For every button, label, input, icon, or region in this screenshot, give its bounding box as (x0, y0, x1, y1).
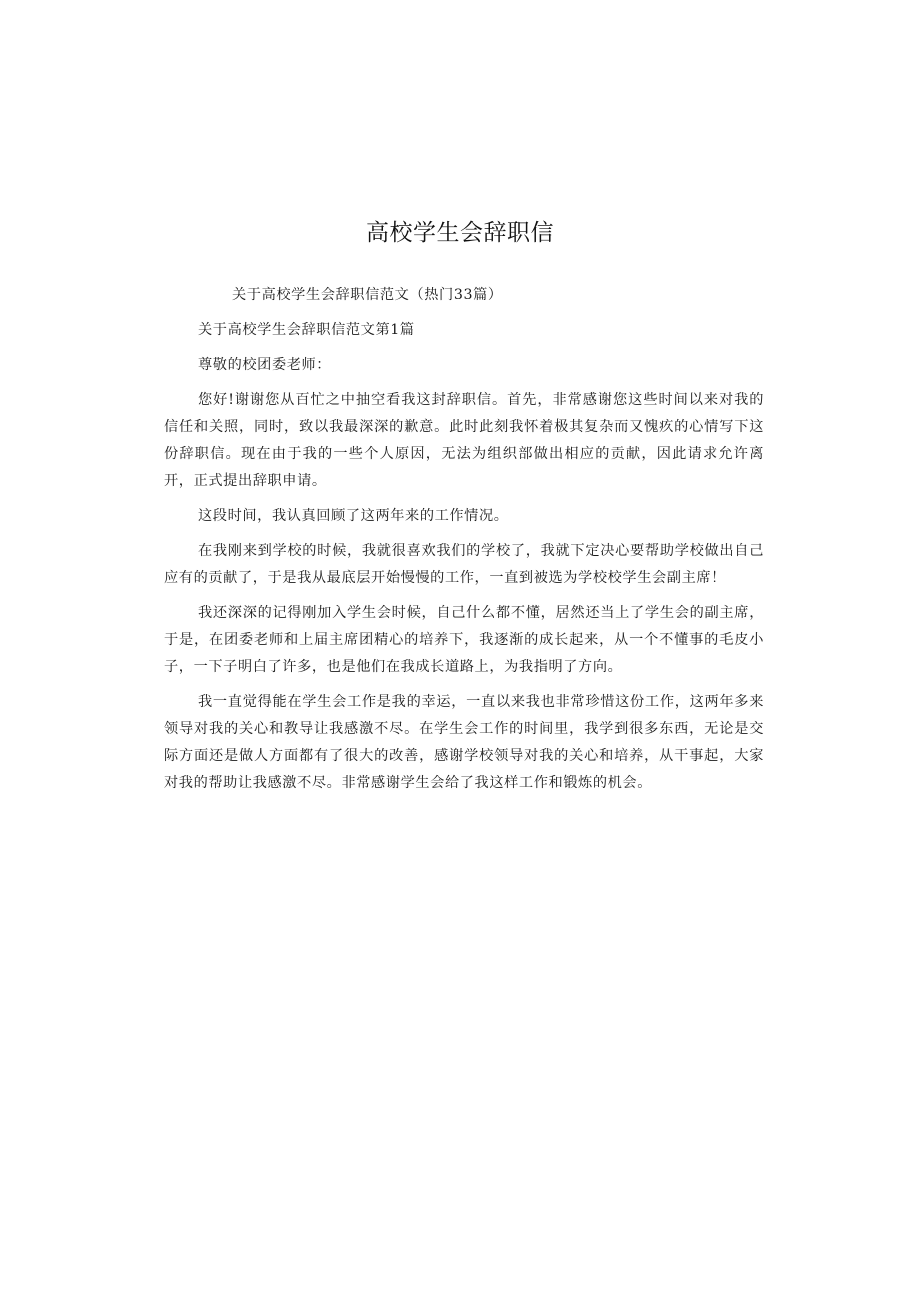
document-body (164, 282, 764, 805)
document-title: 高校学生会辞职信 (366, 220, 554, 246)
body-paragraph: 这段时间，我认真回顾了这两年来的工作情况。 (198, 508, 509, 524)
document-subtitle: 关于高校学生会辞职信范文（热门33篇） (232, 287, 503, 303)
body-paragraph: 我一直觉得能在学生会工作是我的幸运，一直以来我也非常珍惜这份工作，这两年多来领导对我的关心和教导让我感激不尽。在学生会工作的时间里，我学到很多东西，无论是交际方面还是做人方面都有了很大的改善，感谢学校领导对我的关心和培养，从干事起，大家对我的帮助让我感激不尽。非常感谢学生会给了我这样工作和锻炼的机会。 (164, 694, 764, 791)
body-paragraph: 您好!谢谢您从百忙之中抽空看我这封辞职信。首先，非常感谢您这些时间以来对我的信任和关照，同时，致以我最深深的歉意。此时此刻我怀着极其复杂而又愧疚的心情写下这份辞职信。现在由于我的一些个人原因，无法为组织部做出相应的贡献，因此请求允许离开，正式提出辞职申请。 (164, 392, 764, 489)
salutation: 尊敬的校团委老师： (198, 357, 332, 373)
body-paragraph: 我还深深的记得刚加入学生会时候，自己什么都不懂，居然还当上了学生会的副主席，于是，在团委老师和上届主席团精心的培养下，我逐渐的成长起来，从一个不懂事的毛皮小子，一下子明白了许多，也是他们在我成长道路上，为我指明了方向。 (164, 605, 764, 675)
body-paragraph: 在我刚来到学校的时候，我就很喜欢我们的学校了，我就下定决心要帮助学校做出自己应有的贡献了，于是我从最底层开始慢慢的工作，一直到被选为学校校学生会副主席！ (164, 543, 764, 586)
section-heading: 关于高校学生会辞职信范文第1篇 (198, 322, 415, 338)
